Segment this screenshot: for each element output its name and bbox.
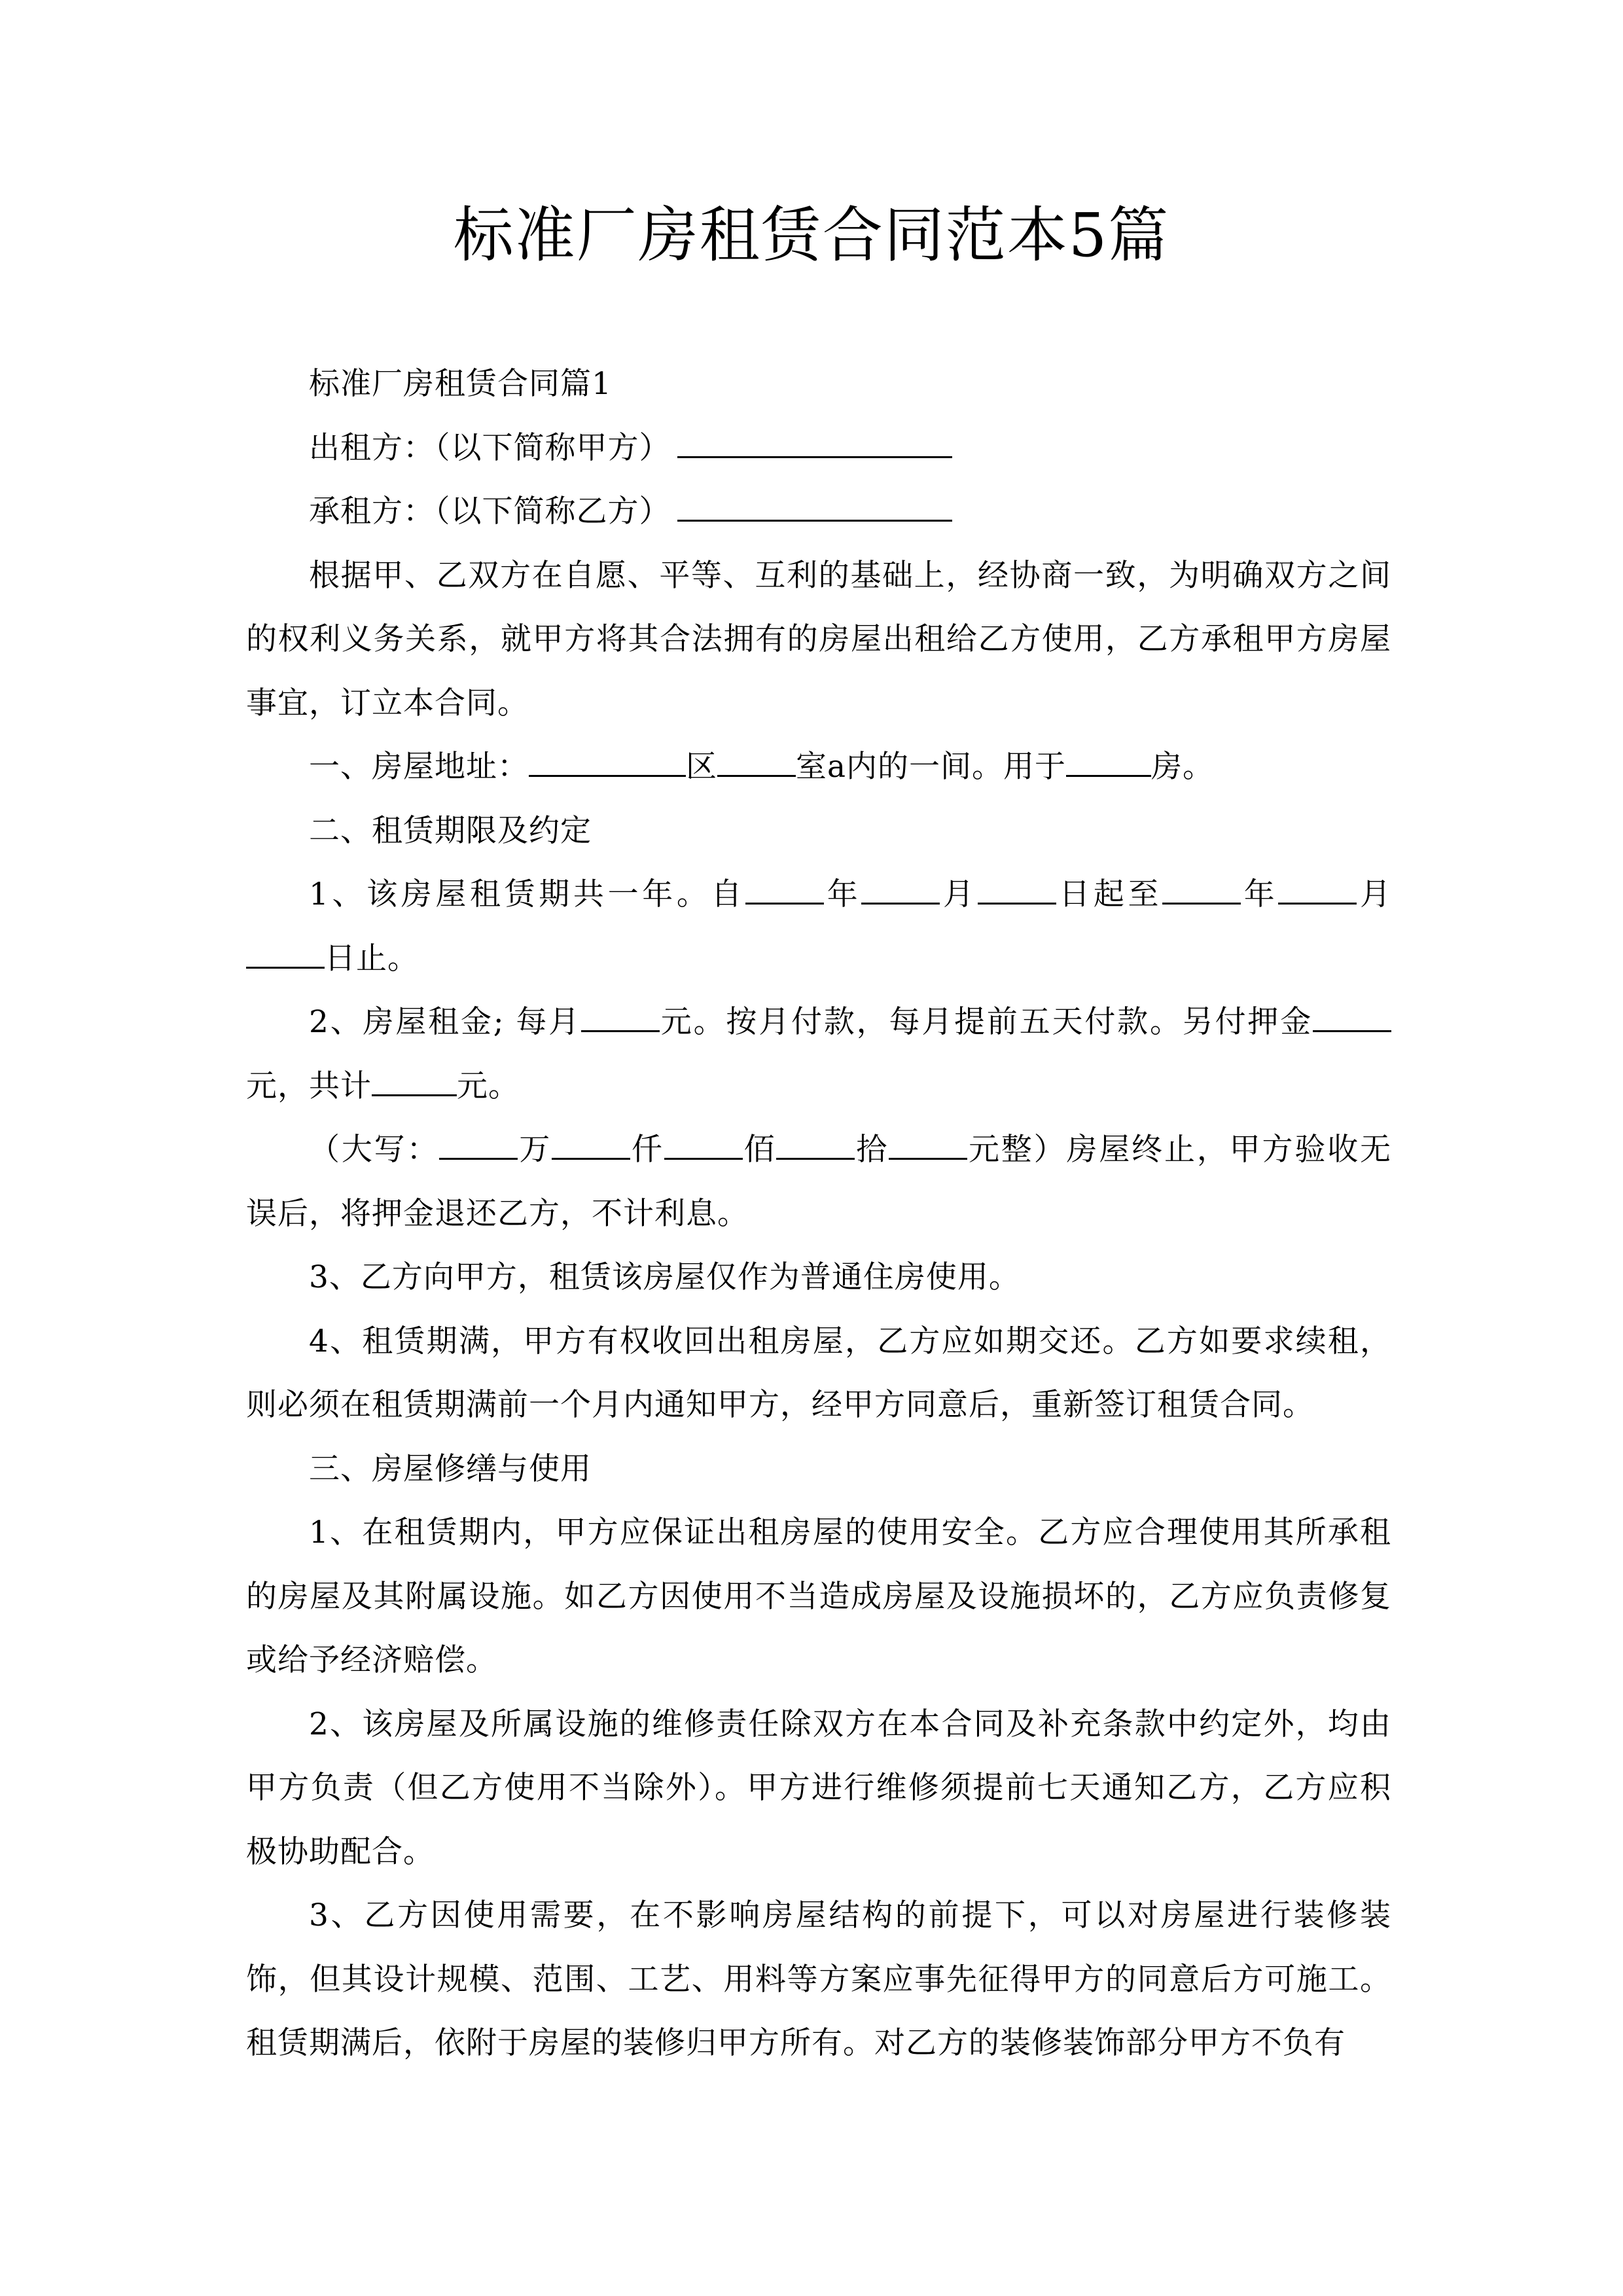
room-label: 室a内的一间。用于 xyxy=(796,749,1067,785)
preamble-paragraph: 根据甲、乙双方在自愿、平等、互利的基础上，经协商一致，为明确双方之间的权利义务关系，就甲方将其合法拥有的房屋出租给乙方使用，乙方承租甲方房屋事宜，订立本合同。 xyxy=(246,557,1391,721)
clause-2-item-3: 3、乙方向甲方，租赁该房屋仅作为普通住房使用。 xyxy=(309,1259,1020,1295)
bai-blank[interactable] xyxy=(664,1129,743,1160)
qian-blank[interactable] xyxy=(552,1129,630,1160)
qian-label: 仟 xyxy=(630,1132,664,1168)
total-blank[interactable] xyxy=(372,1066,457,1096)
shi-blank[interactable] xyxy=(776,1129,855,1160)
uppercase-prefix: （大写： xyxy=(309,1132,440,1168)
clause-3-item-1: 1、在租赁期内，甲方应保证出租房屋的使用安全。乙方应合理使用其所承租的房屋及其附属设施。如乙方因使用不当造成房屋及设施损坏的，乙方应负责修复或给予经济赔偿。 xyxy=(246,1515,1391,1678)
day-label: 日起至 xyxy=(1056,876,1163,912)
end-day-blank[interactable] xyxy=(246,938,325,969)
wan-label: 万 xyxy=(518,1132,552,1168)
clause-3-heading: 三、房屋修缮与使用 xyxy=(309,1450,592,1487)
start-day-blank[interactable] xyxy=(978,874,1056,905)
lease-term-prefix: 1、该房屋租赁期共一年。自 xyxy=(309,876,746,912)
lessee-line xyxy=(246,480,1391,544)
monthly-rent-blank[interactable] xyxy=(581,1001,660,1032)
day-end-label: 日止。 xyxy=(325,940,419,977)
start-year-blank[interactable] xyxy=(745,874,824,905)
clause-2-uppercase-amount xyxy=(246,1118,1391,1246)
section-heading: 标准厂房租赁合同篇1 xyxy=(309,366,612,402)
address-blank[interactable] xyxy=(529,746,686,777)
usage-suffix: 房。 xyxy=(1151,749,1215,785)
month-label: 月 xyxy=(940,876,978,912)
document-body xyxy=(246,352,1391,2075)
clause-3-item-2: 2、该房屋及所属设施的维修责任除双方在本合同及补充条款中约定外，均由甲方负责（但乙方使用不当除外）。甲方进行维修须提前七天通知乙方，乙方应积极协助配合。 xyxy=(246,1706,1391,1870)
yuan-blank[interactable] xyxy=(889,1129,967,1160)
total-suffix: 元。 xyxy=(457,1067,520,1104)
shi-label: 拾 xyxy=(855,1132,889,1168)
lessor-label: 出租方：（以下简称甲方） xyxy=(309,429,671,466)
uppercase-suffix: 元整）房屋终止，甲方验收无误后，将押金退还乙方，不计利息。 xyxy=(246,1132,1392,1232)
end-year-blank[interactable] xyxy=(1162,874,1241,905)
clause-2-item-1 xyxy=(246,863,1391,990)
lessor-name-blank[interactable] xyxy=(677,427,952,458)
start-month-blank[interactable] xyxy=(861,874,940,905)
year-label: 年 xyxy=(824,876,862,912)
month-label: 月 xyxy=(1357,876,1392,912)
clause-1-address xyxy=(246,735,1391,799)
clause-1-prefix: 一、房屋地址： xyxy=(309,749,529,785)
clause-2-item-2 xyxy=(246,990,1391,1118)
clause-2-item-4: 4、租赁期满，甲方有权收回出租房屋，乙方应如期交还。乙方如要求续租，则必须在租赁期满前一个月内通知甲方，经甲方同意后，重新签订租赁合同。 xyxy=(246,1323,1391,1423)
deposit-blank[interactable] xyxy=(1313,1001,1391,1032)
rent-prefix: 2、房屋租金; 每月 xyxy=(309,1004,581,1040)
year-label: 年 xyxy=(1241,876,1279,912)
lessor-line xyxy=(246,416,1391,480)
lessee-label: 承租方：（以下简称乙方） xyxy=(309,493,671,529)
room-blank[interactable] xyxy=(717,746,796,777)
usage-blank[interactable] xyxy=(1066,746,1151,777)
lessee-name-blank[interactable] xyxy=(677,491,952,522)
clause-2-heading: 二、租赁期限及约定 xyxy=(309,812,592,849)
bai-label: 佰 xyxy=(742,1132,777,1168)
rent-terms: 元。按月付款，每月提前五天付款。另付押金 xyxy=(659,1004,1313,1040)
total-label: 元，共计 xyxy=(246,1067,372,1104)
wan-blank[interactable] xyxy=(439,1129,518,1160)
document-title: 标准厂房租赁合同范本5篇 xyxy=(453,200,1170,270)
district-label: 区 xyxy=(686,749,717,785)
end-month-blank[interactable] xyxy=(1278,874,1357,905)
clause-3-item-3: 3、乙方因使用需要，在不影响房屋结构的前提下，可以对房屋进行装修装饰，但其设计规模、范围、工艺、用料等方案应事先征得甲方的同意后方可施工。租赁期满后，依附于房屋的装修归甲方所有。对乙方的装修装饰部分甲方不负有 xyxy=(246,1897,1391,2061)
